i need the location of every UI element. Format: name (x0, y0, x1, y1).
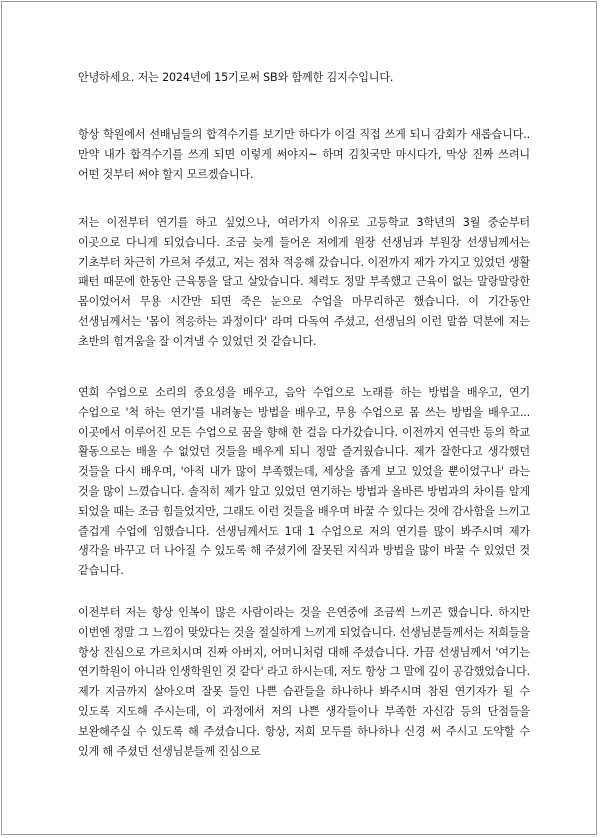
paragraph-4: 연희 수업으로 소리의 중요성을 배우고, 음악 수업으로 노래를 하는 방법을 배우고, 연기 수업으로 '척 하는 연기'를 내려놓는 방법을 배우고, 무용 수업으로 몸 쓰는 방법을 배우고... 이곳에서 이루어진 모든 수업으로 꿈을 향해 한 걸음 다가갔습니다. 이전까지 연극반 등의 학교 활동으로는 배울 수 없었던 것들을 배우게 되니 정말 즐거웠습니다. 제가 잘한다고 생각했던 것들을 다시 배우며, '아직 내가 많이 부족했는데, 세상을 좁게 보고 있었을 뿐이었구나' 라는 것을 많이 느꼈습니다. 솔직히 제가 알고 있었던 연기하는 방법과 올바른 방법과의 차이를 알게 되었을 때는 조금 힘들었지만, 그래도 이런 것들을 배우며 바꿀 수 있다는 것에 감사함을 느끼고 즐겁게 수업에 임했습니다. 선생님께서도 1대 1 수업으로 저의 연기를 많이 봐주시며 제가 생각을 바꾸고 더 나아질 수 있도록 해 주셨기에 잘못된 지식과 방법을 많이 바꿀 수 있었던 것 같습니다. (78, 386, 530, 578)
paragraph-5: 이전부터 저는 항상 인복이 많은 사람이라는 것을 은연중에 조금씩 느끼곤 했습니다. 하지만 이번엔 정말 그 느낌이 맞았다는 것을 절실하게 느끼게 되었습니다. 선생님분들께서는 저희들을 항상 진심으로 가르치시며 진짜 아버지, 어머니처럼 대해 주셨습니다. 가끔 선생님께서 '여기는 연기학원이 아니라 인생학원인 것 같다' 라고 하시는데, 저도 항상 그 말에 깊이 공감했었습니다. 제가 지금까지 살아오며 잘못 들인 나쁜 습관들을 하나하나 봐주시며 참된 연기자가 될 수 있도록 지도해 주시는데, 이 과정에서 저의 나쁜 생각들이나 부족한 자신감 등의 단점들을 보완해주실 수 있도록 해 주셨습니다. 항상, 저희 모두를 하나하나 신경 써 주시고 도약할 수 있게 해 주셨던 선생님분들께 진심으로 (78, 606, 530, 758)
paragraph-3: 저는 이전부터 연기를 하고 싶었으나, 여러가지 이유로 고등학교 3학년의 3월 중순부터 이곳으로 다니게 되었습니다. 조금 늦게 들어온 저에게 원장 선생님과 부원장 선생님께서는 기초부터 차근히 가르쳐 주셨고, 저는 점차 적응해 갔습니다. 이전까지 제가 가지고 있었던 생활 패턴 때문에 한동안 근육통을 달고 살았습니다. 체력도 정말 부족했고 근육이 없는 말랑말랑한 몸이었어서 무용 시간만 되면 죽은 눈으로 수업을 마무리하곤 했습니다. 이 기간동안 선생님께서는 '몸이 적응하는 과정이다' 라며 다독여 주셨고, 선생님의 이런 말씀 덕분에 저는 초반의 힘겨움을 잘 이겨낼 수 있었던 것 같습니다. (78, 216, 530, 348)
intro-paragraph: 안녕하세요. 저는 2024년에 15기로써 SB와 함께한 김지수입니다. (78, 71, 394, 84)
document-page (1, 1, 597, 835)
paragraph-2: 항상 학원에서 선배님들의 합격수기를 보기만 하다가 이걸 직접 쓰게 되니 감회가 새롭습니다.. 만약 내가 합격수기를 쓰게 되면 이렇게 써야지~ 하며 김칫국만 마시다가, 막상 진짜 쓰려니 어떤 것부터 써야 할지 모르겠습니다. (78, 128, 530, 181)
